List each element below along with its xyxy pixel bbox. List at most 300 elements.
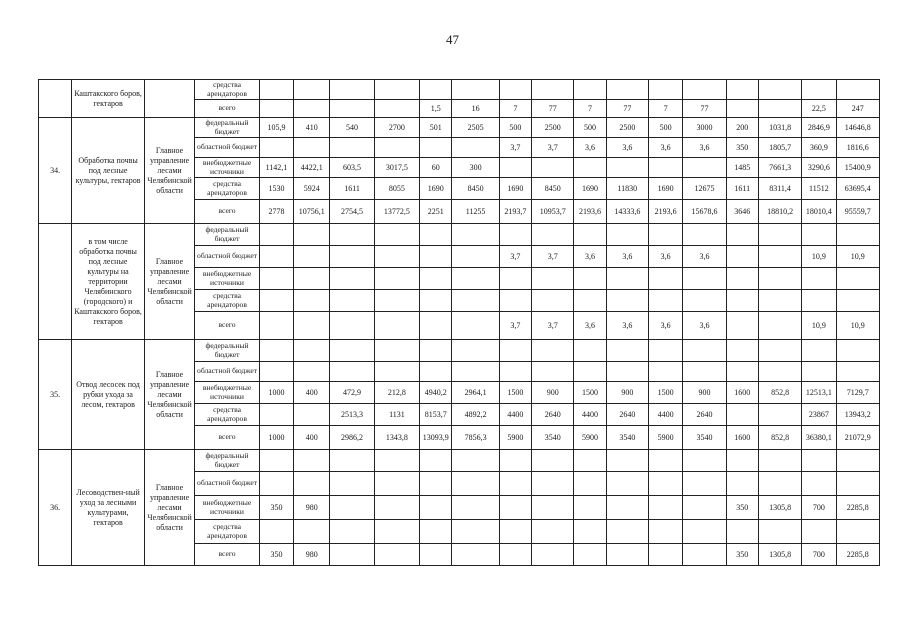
value-cell: 23867 (802, 404, 836, 426)
value-cell (499, 290, 531, 312)
value-cell: 5900 (648, 426, 682, 450)
value-cell (330, 312, 374, 340)
row-number (39, 224, 72, 340)
value-cell (259, 100, 293, 118)
funding-source: областной бюджет (195, 472, 260, 496)
row-number: 34. (39, 118, 72, 224)
value-cell (648, 472, 682, 496)
value-cell: 1343,8 (374, 426, 419, 450)
value-cell (259, 290, 293, 312)
value-cell (726, 290, 758, 312)
value-cell: 1485 (726, 158, 758, 178)
value-cell (294, 80, 330, 100)
value-cell: 1500 (574, 382, 606, 404)
value-cell: 5900 (574, 426, 606, 450)
value-cell (374, 340, 419, 362)
value-cell (758, 290, 801, 312)
value-cell: 2193,6 (574, 200, 606, 224)
value-cell: 3540 (683, 426, 726, 450)
funding-source: средства арендаторов (195, 404, 260, 426)
value-cell: 3,6 (683, 246, 726, 268)
value-cell (330, 472, 374, 496)
funding-source: средства арендаторов (195, 290, 260, 312)
value-cell (802, 362, 836, 382)
value-cell (726, 520, 758, 544)
value-cell (294, 520, 330, 544)
value-cell: 4400 (648, 404, 682, 426)
value-cell (648, 268, 682, 290)
value-cell: 1816,6 (836, 138, 879, 158)
value-cell: 2700 (374, 118, 419, 138)
value-cell: 900 (683, 382, 726, 404)
value-cell (802, 340, 836, 362)
value-cell (330, 290, 374, 312)
value-cell (259, 340, 293, 362)
value-cell (574, 362, 606, 382)
value-cell (259, 224, 293, 246)
value-cell (452, 224, 499, 246)
value-cell (420, 312, 452, 340)
funding-source: федеральный бюджет (195, 450, 260, 472)
value-cell: 2640 (532, 404, 574, 426)
value-cell (574, 450, 606, 472)
value-cell (452, 496, 499, 520)
value-cell (683, 158, 726, 178)
value-cell (294, 362, 330, 382)
table-row (39, 224, 880, 246)
funding-source: всего (195, 200, 260, 224)
responsible-org: Главное управление лесами Челябинской области (144, 340, 194, 450)
value-cell (683, 268, 726, 290)
value-cell: 1142,1 (259, 158, 293, 178)
activity-title: Лесоводствен-ный уход за лесными культурами, гектаров (72, 450, 145, 566)
value-cell (758, 472, 801, 496)
value-cell: 18010,4 (802, 200, 836, 224)
value-cell (802, 450, 836, 472)
value-cell (499, 340, 531, 362)
value-cell (499, 544, 531, 566)
value-cell: 8153,7 (420, 404, 452, 426)
value-cell: 501 (420, 118, 452, 138)
value-cell: 14333,6 (606, 200, 648, 224)
value-cell: 4422,1 (294, 158, 330, 178)
value-cell (452, 450, 499, 472)
funding-source: областной бюджет (195, 362, 260, 382)
value-cell (452, 472, 499, 496)
funding-source: средства арендаторов (195, 520, 260, 544)
value-cell (532, 472, 574, 496)
value-cell: 1000 (259, 426, 293, 450)
value-cell (836, 80, 879, 100)
responsible-org (144, 80, 194, 118)
value-cell: 350 (726, 138, 758, 158)
value-cell (758, 246, 801, 268)
value-cell (294, 290, 330, 312)
value-cell: 472,9 (330, 382, 374, 404)
value-cell (683, 340, 726, 362)
value-cell: 1500 (648, 382, 682, 404)
value-cell: 36380,1 (802, 426, 836, 450)
value-cell: 7 (499, 100, 531, 118)
value-cell: 4400 (574, 404, 606, 426)
value-cell: 1,5 (420, 100, 452, 118)
value-cell (294, 138, 330, 158)
program-table (38, 79, 880, 566)
value-cell (532, 158, 574, 178)
value-cell: 1000 (259, 382, 293, 404)
value-cell (726, 224, 758, 246)
value-cell (648, 362, 682, 382)
value-cell (683, 80, 726, 100)
value-cell (648, 450, 682, 472)
value-cell (726, 404, 758, 426)
value-cell (452, 80, 499, 100)
value-cell: 8450 (452, 178, 499, 200)
funding-source: средства арендаторов (195, 178, 260, 200)
value-cell: 2251 (420, 200, 452, 224)
table-row (39, 450, 880, 472)
value-cell: 247 (836, 100, 879, 118)
value-cell (259, 312, 293, 340)
value-cell: 1690 (499, 178, 531, 200)
value-cell: 852,8 (758, 426, 801, 450)
value-cell: 360,9 (802, 138, 836, 158)
value-cell (259, 520, 293, 544)
value-cell (758, 312, 801, 340)
value-cell (259, 450, 293, 472)
value-cell (683, 520, 726, 544)
value-cell (574, 290, 606, 312)
value-cell (532, 290, 574, 312)
value-cell (374, 138, 419, 158)
value-cell: 5900 (499, 426, 531, 450)
value-cell (683, 472, 726, 496)
activity-title: Каштакского боров, гектаров (72, 80, 145, 118)
responsible-org: Главное управление лесами Челябинской области (144, 450, 194, 566)
value-cell: 4400 (499, 404, 531, 426)
value-cell (499, 362, 531, 382)
value-cell (648, 290, 682, 312)
table-row (39, 118, 880, 138)
value-cell (420, 340, 452, 362)
value-cell: 4940,2 (420, 382, 452, 404)
value-cell: 60 (420, 158, 452, 178)
value-cell (758, 362, 801, 382)
value-cell (836, 450, 879, 472)
value-cell: 12513,1 (802, 382, 836, 404)
value-cell (330, 138, 374, 158)
value-cell (330, 224, 374, 246)
value-cell (374, 520, 419, 544)
funding-source: федеральный бюджет (195, 118, 260, 138)
value-cell (374, 246, 419, 268)
value-cell (606, 268, 648, 290)
value-cell: 11512 (802, 178, 836, 200)
value-cell (259, 472, 293, 496)
value-cell: 1690 (648, 178, 682, 200)
value-cell: 540 (330, 118, 374, 138)
value-cell (294, 450, 330, 472)
value-cell (420, 246, 452, 268)
value-cell (802, 290, 836, 312)
value-cell: 2285,8 (836, 544, 879, 566)
value-cell (802, 80, 836, 100)
value-cell: 3000 (683, 118, 726, 138)
value-cell (294, 100, 330, 118)
value-cell (532, 80, 574, 100)
activity-title: в том числе обработка почвы под лесные культуры на территории Челябинского (городского) и Каштакского боров, гектаров (72, 224, 145, 340)
value-cell: 1305,8 (758, 544, 801, 566)
value-cell (606, 340, 648, 362)
value-cell (758, 80, 801, 100)
value-cell (532, 544, 574, 566)
value-cell (606, 496, 648, 520)
value-cell (452, 138, 499, 158)
value-cell (606, 450, 648, 472)
value-cell: 4892,2 (452, 404, 499, 426)
value-cell (330, 544, 374, 566)
value-cell: 13772,5 (374, 200, 419, 224)
value-cell (802, 472, 836, 496)
funding-source: областной бюджет (195, 246, 260, 268)
value-cell: 2505 (452, 118, 499, 138)
value-cell (726, 246, 758, 268)
value-cell: 13093,9 (420, 426, 452, 450)
value-cell: 21072,9 (836, 426, 879, 450)
value-cell (452, 362, 499, 382)
value-cell (606, 224, 648, 246)
value-cell (420, 138, 452, 158)
value-cell: 95559,7 (836, 200, 879, 224)
value-cell (648, 544, 682, 566)
value-cell: 10,9 (836, 312, 879, 340)
value-cell: 3,6 (648, 312, 682, 340)
responsible-org: Главное управление лесами Челябинской области (144, 224, 194, 340)
value-cell: 2193,7 (499, 200, 531, 224)
value-cell (420, 520, 452, 544)
value-cell (499, 450, 531, 472)
value-cell (330, 520, 374, 544)
value-cell (452, 290, 499, 312)
value-cell: 11255 (452, 200, 499, 224)
value-cell: 2193,6 (648, 200, 682, 224)
value-cell: 10756,1 (294, 200, 330, 224)
value-cell: 16 (452, 100, 499, 118)
value-cell: 3017,5 (374, 158, 419, 178)
value-cell: 3,7 (532, 138, 574, 158)
value-cell: 3290,6 (802, 158, 836, 178)
value-cell: 3,6 (606, 138, 648, 158)
value-cell (374, 290, 419, 312)
funding-source: федеральный бюджет (195, 340, 260, 362)
value-cell: 700 (802, 496, 836, 520)
value-cell (836, 268, 879, 290)
value-cell (374, 362, 419, 382)
activity-title: Обработка почвы под лесные культуры, гектаров (72, 118, 145, 224)
value-cell (294, 312, 330, 340)
value-cell: 980 (294, 496, 330, 520)
value-cell (726, 340, 758, 362)
value-cell: 77 (606, 100, 648, 118)
value-cell (499, 224, 531, 246)
value-cell (452, 312, 499, 340)
value-cell: 3,6 (574, 312, 606, 340)
value-cell: 77 (683, 100, 726, 118)
value-cell (683, 290, 726, 312)
value-cell: 900 (532, 382, 574, 404)
value-cell: 410 (294, 118, 330, 138)
funding-source: всего (195, 100, 260, 118)
value-cell (499, 496, 531, 520)
value-cell: 200 (726, 118, 758, 138)
value-cell: 2754,5 (330, 200, 374, 224)
value-cell: 400 (294, 382, 330, 404)
value-cell (330, 496, 374, 520)
value-cell: 700 (802, 544, 836, 566)
value-cell: 10,9 (802, 312, 836, 340)
value-cell (330, 100, 374, 118)
value-cell: 1131 (374, 404, 419, 426)
value-cell (532, 520, 574, 544)
funding-source: всего (195, 426, 260, 450)
value-cell (758, 224, 801, 246)
value-cell (758, 450, 801, 472)
funding-source: внебюджетные источники (195, 268, 260, 290)
value-cell (648, 520, 682, 544)
value-cell (330, 268, 374, 290)
value-cell: 77 (532, 100, 574, 118)
row-number: 35. (39, 340, 72, 450)
value-cell (574, 158, 606, 178)
value-cell (606, 362, 648, 382)
value-cell: 400 (294, 426, 330, 450)
value-cell (758, 404, 801, 426)
value-cell: 14646,8 (836, 118, 879, 138)
value-cell: 105,9 (259, 118, 293, 138)
value-cell (726, 450, 758, 472)
value-cell (683, 224, 726, 246)
value-cell: 2964,1 (452, 382, 499, 404)
value-cell (374, 100, 419, 118)
value-cell (452, 544, 499, 566)
value-cell: 1500 (499, 382, 531, 404)
value-cell: 15678,6 (683, 200, 726, 224)
value-cell: 1031,8 (758, 118, 801, 138)
value-cell (294, 340, 330, 362)
value-cell: 2513,3 (330, 404, 374, 426)
value-cell: 980 (294, 544, 330, 566)
value-cell: 2778 (259, 200, 293, 224)
value-cell (259, 404, 293, 426)
value-cell: 3,6 (648, 246, 682, 268)
value-cell: 1600 (726, 426, 758, 450)
value-cell (452, 246, 499, 268)
value-cell (726, 100, 758, 118)
value-cell (836, 472, 879, 496)
value-cell (330, 362, 374, 382)
value-cell: 3,7 (499, 246, 531, 268)
value-cell (574, 80, 606, 100)
value-cell: 7856,3 (452, 426, 499, 450)
value-cell (532, 362, 574, 382)
value-cell (374, 268, 419, 290)
value-cell: 500 (499, 118, 531, 138)
value-cell (683, 496, 726, 520)
value-cell: 900 (606, 382, 648, 404)
value-cell (452, 520, 499, 544)
table-row (39, 80, 880, 100)
value-cell (648, 80, 682, 100)
value-cell (683, 362, 726, 382)
funding-source: всего (195, 312, 260, 340)
activity-title: Отвод лесосек под рубки ухода за лесом, гектаров (72, 340, 145, 450)
value-cell: 3,6 (648, 138, 682, 158)
value-cell (294, 404, 330, 426)
value-cell (330, 340, 374, 362)
value-cell (420, 362, 452, 382)
value-cell: 15400,9 (836, 158, 879, 178)
value-cell (259, 268, 293, 290)
value-cell (259, 246, 293, 268)
value-cell (374, 544, 419, 566)
value-cell: 3,7 (532, 312, 574, 340)
funding-source: средства арендаторов (195, 80, 260, 100)
table-row (39, 340, 880, 362)
value-cell (683, 544, 726, 566)
value-cell (758, 100, 801, 118)
value-cell: 852,8 (758, 382, 801, 404)
value-cell (499, 158, 531, 178)
value-cell (420, 450, 452, 472)
value-cell: 3,6 (606, 246, 648, 268)
value-cell (574, 268, 606, 290)
value-cell: 5924 (294, 178, 330, 200)
value-cell (574, 224, 606, 246)
value-cell (499, 268, 531, 290)
value-cell: 350 (259, 544, 293, 566)
value-cell: 3,7 (499, 138, 531, 158)
row-number (39, 80, 72, 118)
value-cell (836, 340, 879, 362)
value-cell: 7129,7 (836, 382, 879, 404)
value-cell (420, 472, 452, 496)
value-cell (726, 268, 758, 290)
value-cell (532, 496, 574, 520)
funding-source: внебюджетные источники (195, 158, 260, 178)
value-cell: 1600 (726, 382, 758, 404)
value-cell: 63695,4 (836, 178, 879, 200)
value-cell (606, 520, 648, 544)
value-cell (499, 80, 531, 100)
value-cell (574, 544, 606, 566)
responsible-org: Главное управление лесами Челябинской области (144, 118, 194, 224)
value-cell (836, 224, 879, 246)
value-cell (330, 450, 374, 472)
value-cell: 500 (648, 118, 682, 138)
value-cell: 3,6 (683, 312, 726, 340)
value-cell (836, 290, 879, 312)
value-cell (683, 450, 726, 472)
value-cell: 13943,2 (836, 404, 879, 426)
value-cell: 2846,9 (802, 118, 836, 138)
value-cell: 10,9 (802, 246, 836, 268)
value-cell (374, 472, 419, 496)
value-cell (574, 496, 606, 520)
funding-source: всего (195, 544, 260, 566)
value-cell: 300 (452, 158, 499, 178)
value-cell: 7 (648, 100, 682, 118)
value-cell (726, 312, 758, 340)
